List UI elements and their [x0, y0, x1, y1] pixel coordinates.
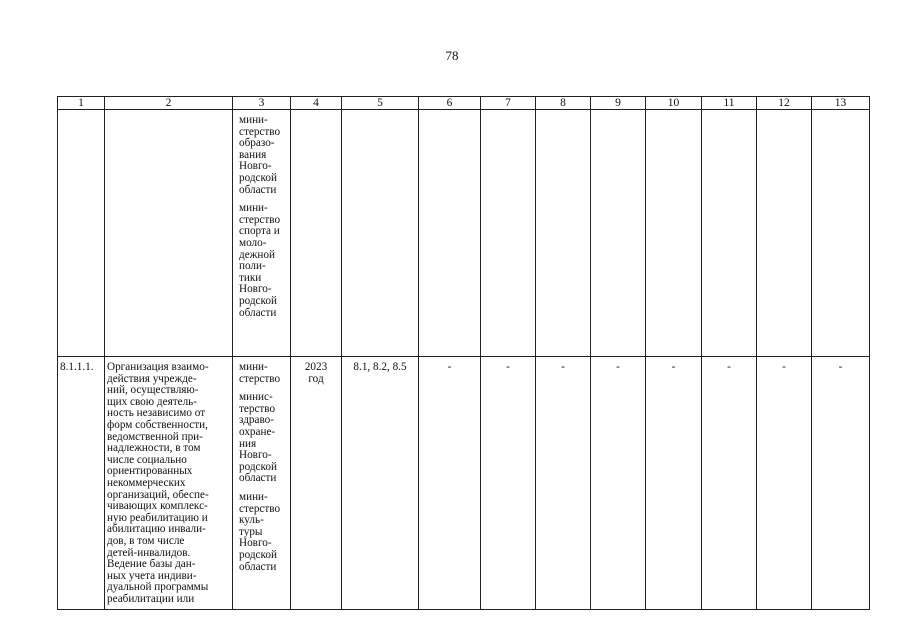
cell-9: -: [591, 357, 646, 610]
cell-indicators: 8.1, 8.2, 8.5: [342, 357, 419, 610]
col-header-11: 11: [702, 97, 757, 110]
cell-10: -: [646, 357, 702, 610]
executor-culture: мини- стерство куль- туры Новго- родской области: [239, 490, 281, 573]
cell-code: 8.1.1.1.: [58, 357, 105, 610]
cell-13: [812, 110, 870, 357]
cell-11: -: [702, 357, 757, 610]
executor-education: мини- стерство образо- вания Новго- родской области: [239, 114, 281, 196]
col-header-3: 3: [233, 97, 291, 110]
executor-health: минис- терство здраво- охране- ния Новго- родской области: [239, 391, 277, 485]
executor-sport: мини- стерство спорта и моло- дежной поли- тики Новго- родской области: [239, 202, 281, 319]
cell-8: [536, 110, 591, 357]
cell-11: [702, 110, 757, 357]
cell-executors: [233, 110, 291, 357]
col-header-2: 2: [105, 97, 233, 110]
executor-ministry: мини- стерство: [239, 361, 281, 385]
cell-code: [58, 110, 105, 357]
cell-7: -: [481, 357, 536, 610]
col-header-4: 4: [291, 97, 342, 110]
cell-description: [105, 110, 233, 357]
col-header-8: 8: [536, 97, 591, 110]
cell-9: [591, 110, 646, 357]
cell-6: -: [419, 357, 481, 610]
cell-description: Организация взаимо- действия учрежде- ний, осуществляю- щих свою деятель- ность независимо от форм собственности, ведомственной при- надлежности, в том числе социально ориентированных некоммерческих организаций, обеспе- чивающих комплекс- ную реабилитацию и абилитацию инвали- дов, в том числе детей-инвалидов. Ведение базы дан- ных учета индиви- дуальной программы реабилитации или: [105, 357, 233, 610]
cell-12: -: [757, 357, 812, 610]
page-number: 78: [445, 48, 459, 63]
table-row: [58, 357, 870, 610]
cell-7: [481, 110, 536, 357]
col-header-13: 13: [812, 97, 870, 110]
cell-term: 2023 год: [291, 357, 342, 610]
col-header-10: 10: [646, 97, 702, 110]
col-header-5: 5: [342, 97, 419, 110]
cell-term: [291, 110, 342, 357]
cell-8: -: [536, 357, 591, 610]
cell-indicators: [342, 110, 419, 357]
continuation-row: [58, 110, 870, 357]
cell-executors: [233, 357, 291, 610]
cell-10: [646, 110, 702, 357]
cell-6: [419, 110, 481, 357]
col-header-6: 6: [419, 97, 481, 110]
col-header-9: 9: [591, 97, 646, 110]
col-header-1: 1: [58, 97, 105, 110]
data-table: [57, 96, 870, 610]
header-row: [58, 97, 870, 110]
cell-13: -: [812, 357, 870, 610]
cell-12: [757, 110, 812, 357]
col-header-7: 7: [481, 97, 536, 110]
col-header-12: 12: [757, 97, 812, 110]
